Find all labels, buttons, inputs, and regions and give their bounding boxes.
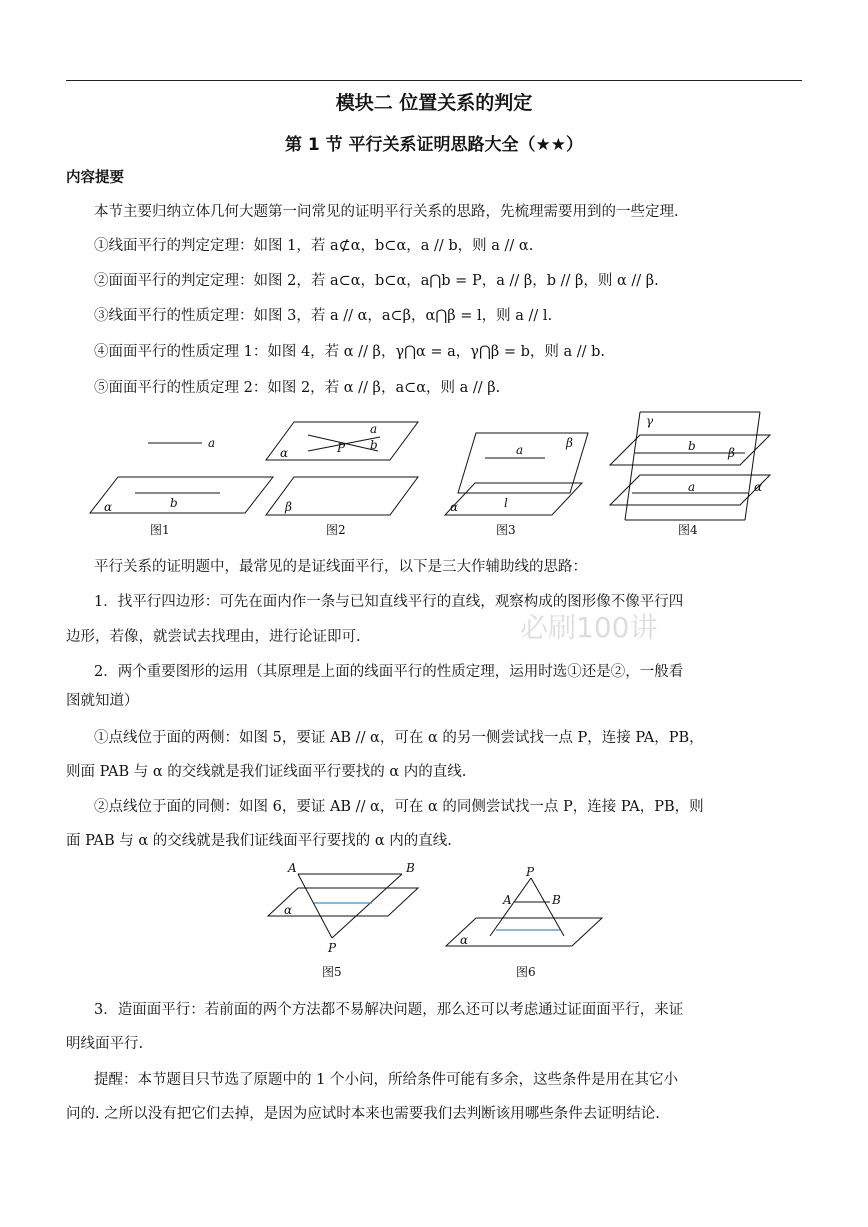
fig3-label-l: l: [504, 496, 508, 510]
fig4-label-b: b: [688, 439, 696, 453]
fig3-label-alpha: α: [450, 500, 459, 514]
fig5-label-p: P: [328, 941, 337, 955]
fig2-label-p: P: [337, 441, 346, 455]
fig2-label-beta: β: [285, 500, 292, 514]
fig4-label-a: a: [688, 480, 696, 494]
fig4-gamma-right: [745, 412, 763, 520]
note-line-2: 问的. 之所以没有把它们去掉，是因为应试时本来也需要我们去判断该用哪些条件去证明结论.: [66, 1106, 660, 1122]
case-1-line-1: ①点线位于面的两侧：如图 5，要证 AB // α，可在 α 的另一侧尝试找一点 P，连接 PA，PB，: [94, 730, 704, 746]
fig5-caption: 图5: [322, 965, 342, 979]
fig1-label-a: a: [208, 436, 216, 450]
method-3-line-2: 明线面平行.: [66, 1036, 144, 1052]
fig6-label-a: A: [503, 893, 512, 907]
figures-row-1: [80, 405, 800, 540]
fig6-label-p: P: [526, 865, 535, 879]
fig5-line-pa: [298, 874, 332, 938]
fig1-label-b: b: [170, 496, 178, 510]
method-2-line-2: 图就知道）: [66, 693, 139, 709]
fig1-caption: 图1: [150, 523, 170, 537]
fig5-label-a: A: [288, 861, 297, 875]
method-1-line-2: 边形，若像，就尝试去找理由，进行论证即可.: [66, 629, 361, 645]
fig2-label-b: b: [370, 438, 378, 452]
lead-text: 平行关系的证明题中，最常见的是证线面平行，以下是三大作辅助线的思路：: [94, 559, 587, 575]
fig3-caption: 图3: [496, 523, 516, 537]
fig3-label-a: a: [516, 443, 524, 457]
method-3-line-1: 3．造面面平行：若前面的两个方法都不易解决问题，那么还可以考虑通过证面面平行，来证: [94, 1002, 684, 1018]
fig4-caption: 图4: [678, 523, 698, 537]
fig2-caption: 图2: [326, 523, 346, 537]
fig4-label-beta: β: [728, 446, 735, 460]
fig5-label-b: B: [406, 861, 415, 875]
section-title: 第 1 节 平行关系证明思路大全（★★）: [284, 135, 584, 155]
fig1-plane-alpha: [90, 477, 273, 513]
case-2-line-1: ②点线位于面的同侧：如图 6，要证 AB // α，可在 α 的同侧尝试找一点 P，连接 PA，PB，则: [94, 799, 704, 815]
method-2-line-1: 2．两个重要图形的运用（其原理是上面的线面平行的性质定理，运用时选①还是②，一般看: [94, 664, 684, 680]
module-title: 模块二 位置关系的判定: [335, 92, 533, 114]
header-rule: [66, 80, 802, 81]
fig2-label-a: a: [370, 422, 378, 436]
fig6-plane-alpha: [446, 918, 602, 946]
fig3-plane-alpha: [445, 483, 582, 515]
fig4-label-alpha: α: [754, 480, 763, 494]
fig6-line-pa: [490, 878, 531, 936]
theorem-1: ①线面平行的判定定理：如图 1，若 a⊄α，b⊂α，a // b，则 a // α.: [94, 238, 534, 254]
fig3-label-beta: β: [566, 436, 573, 450]
note-line-1: 提醒：本节题目只节选了原题中的 1 个小问，所给条件可能有多余，这些条件是用在其它小: [94, 1072, 678, 1088]
theorem-5: ⑤面面平行的性质定理 2：如图 2，若 α // β，a⊂α，则 a // β.: [94, 380, 501, 396]
fig4-gamma-left: [625, 412, 640, 520]
fig6-caption: 图6: [516, 965, 536, 979]
fig4-label-gamma: γ: [646, 414, 654, 428]
case-1-line-2: 则面 PAB 与 α 的交线就是我们证线面平行要找的 α 内的直线.: [66, 764, 467, 780]
fig6-line-pb: [531, 878, 564, 936]
fig1-label-alpha: α: [104, 500, 113, 514]
fig6-label-alpha: α: [460, 933, 469, 947]
summary-heading: 内容提要: [66, 170, 124, 186]
fig5-label-alpha: α: [284, 903, 293, 917]
watermark: 必刷100讲: [520, 611, 658, 644]
fig6-label-b: B: [552, 893, 561, 907]
theorem-3: ③线面平行的性质定理：如图 3，若 a // α，a⊂β，α⋂β = l，则 a // l.: [94, 308, 553, 324]
case-2-line-2: 面 PAB 与 α 的交线就是我们证线面平行要找的 α 内的直线.: [66, 833, 452, 849]
fig5-line-pb: [332, 874, 402, 938]
fig2-label-alpha: α: [280, 446, 289, 460]
intro-text: 本节主要归纳立体几何大题第一问常见的证明平行关系的思路，先梳理需要用到的一些定理.: [94, 204, 679, 220]
figures-row-2: [260, 858, 610, 983]
theorem-4: ④面面平行的性质定理 1：如图 4，若 α // β，γ⋂α = a，γ⋂β = b，则 a // b.: [94, 344, 606, 360]
method-1-line-1: 1．找平行四边形：可先在面内作一条与已知直线平行的直线，观察构成的图形像不像平行四: [94, 594, 684, 610]
theorem-2: ②面面平行的判定定理：如图 2，若 a⊂α，b⊂α，a⋂b = P，a // β，b // β，则 α // β.: [94, 273, 659, 289]
